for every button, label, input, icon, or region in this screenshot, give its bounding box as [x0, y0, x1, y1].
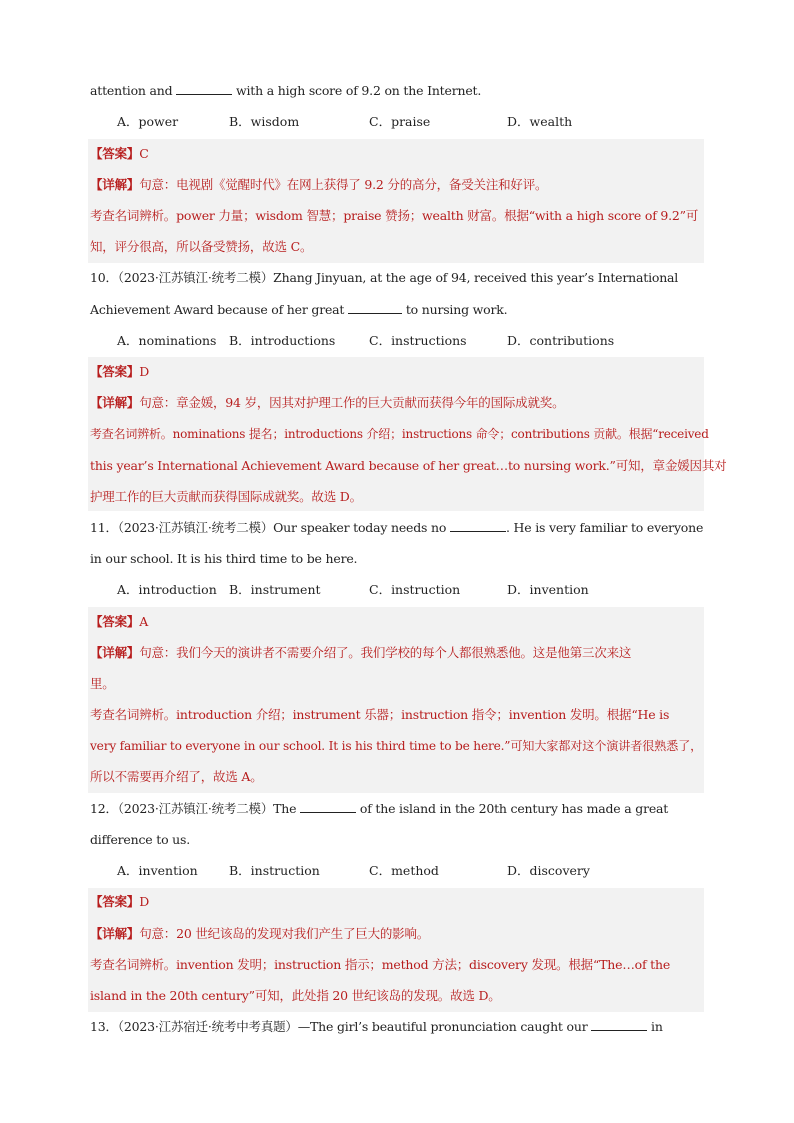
q11-analysis: very familiar to everyone in our school. It is his third time to be here.”可知大家都对这个演讲者很熟悉了， [90, 739, 703, 753]
option-d: D．wealth [507, 114, 573, 129]
option-d: D．invention [507, 582, 589, 597]
q10-analysis: 护理工作的巨大贡献而获得国际成就奖。故选 D。 [90, 489, 362, 504]
option-c: C．instruction [369, 582, 461, 597]
q11-detail: 【详解】句意：我们今天的演讲者不需要介绍了。我们学校的每个人都很熟悉他。这是他第三次来这 [90, 645, 632, 660]
q10-analysis: this year’s International Achievement Award because of her great…to nursing work.”可知，章金媛因其对 [90, 458, 727, 473]
option-c: C．praise [369, 114, 431, 129]
q9-detail: 【详解】句意：电视剧《觉醒时代》在网上获得了 9.2 分的高分，备受关注和好评。 [90, 177, 548, 192]
option-d: D．discovery [507, 863, 590, 878]
option-a: A．nominations [117, 333, 217, 348]
q11-answer: 【答案】A [90, 614, 149, 629]
q11-detail: 里。 [90, 676, 115, 691]
q12-answer: 【答案】D [90, 894, 150, 909]
q10-stem-line: 10．（2023·江苏镇江·统考二模）Zhang Jinyuan, at the age of 94, received this year’s International [90, 270, 679, 285]
q11-stem-line: in our school. It is his third time to be here. [90, 551, 358, 566]
q13-stem-line: 13．（2023·江苏宿迁·统考中考真题）—The girl’s beautiful pronunciation caught our in [90, 1019, 663, 1034]
option-b: B．introductions [229, 333, 336, 348]
option-c: C．method [369, 863, 439, 878]
q11-stem-line: 11．（2023·江苏镇江·统考二模）Our speaker today needs no . He is very familiar to everyone [90, 520, 704, 535]
answer-blank [591, 1017, 647, 1031]
q10-answer: 【答案】D [90, 364, 150, 379]
q12-analysis: 考查名词辨析。invention 发明；instruction 指示；method 方法；discovery 发现。根据“The…of the [90, 957, 671, 972]
answer-blank [348, 300, 402, 314]
q11-analysis: 所以不需要再介绍了，故选 A。 [90, 769, 263, 784]
q11-answer-block [88, 607, 704, 793]
q10-analysis: 考查名词辨析。nominations 提名；introductions 介绍；instructions 命令；contributions 贡献。根据“received [90, 427, 709, 441]
q9-stem-line: attention and with a high score of 9.2 on the Internet. [90, 83, 482, 98]
answer-blank [450, 518, 506, 532]
q9-answer: 【答案】C [90, 146, 149, 161]
option-c: C．instructions [369, 333, 467, 348]
q9-analysis: 知，评分很高，所以备受赞扬，故选 C。 [90, 239, 313, 254]
q10-stem-line: Achievement Award because of her great to nursing work. [90, 302, 508, 317]
option-b: B．wisdom [229, 114, 300, 129]
q9-analysis: 考查名词辨析。power 力量；wisdom 智慧；praise 赞扬；wealth 财富。根据“with a high score of 9.2”可 [90, 208, 699, 223]
q12-detail: 【详解】句意：20 世纪该岛的发现对我们产生了巨大的影响。 [90, 926, 430, 941]
q12-stem-line: 12．（2023·江苏镇江·统考二模）The of the island in the 20th century has made a great [90, 801, 669, 816]
option-b: B．instruction [229, 863, 320, 878]
q11-analysis: 考查名词辨析。introduction 介绍；instrument 乐器；instruction 指令；invention 发明。根据“He is [90, 707, 670, 722]
option-a: A．introduction [117, 582, 217, 597]
option-d: D．contributions [507, 333, 615, 348]
answer-blank [300, 799, 356, 813]
q12-analysis: island in the 20th century”可知，此处指 20 世纪该岛的发现。故选 D。 [90, 988, 501, 1003]
q12-stem-line: difference to us. [90, 832, 191, 847]
q10-detail: 【详解】句意：章金媛，94 岁，因其对护理工作的巨大贡献而获得今年的国际成就奖。 [90, 395, 565, 410]
answer-blank [176, 81, 232, 95]
option-b: B．instrument [229, 582, 321, 597]
option-a: A．invention [117, 863, 198, 878]
option-a: A．power [117, 114, 179, 129]
